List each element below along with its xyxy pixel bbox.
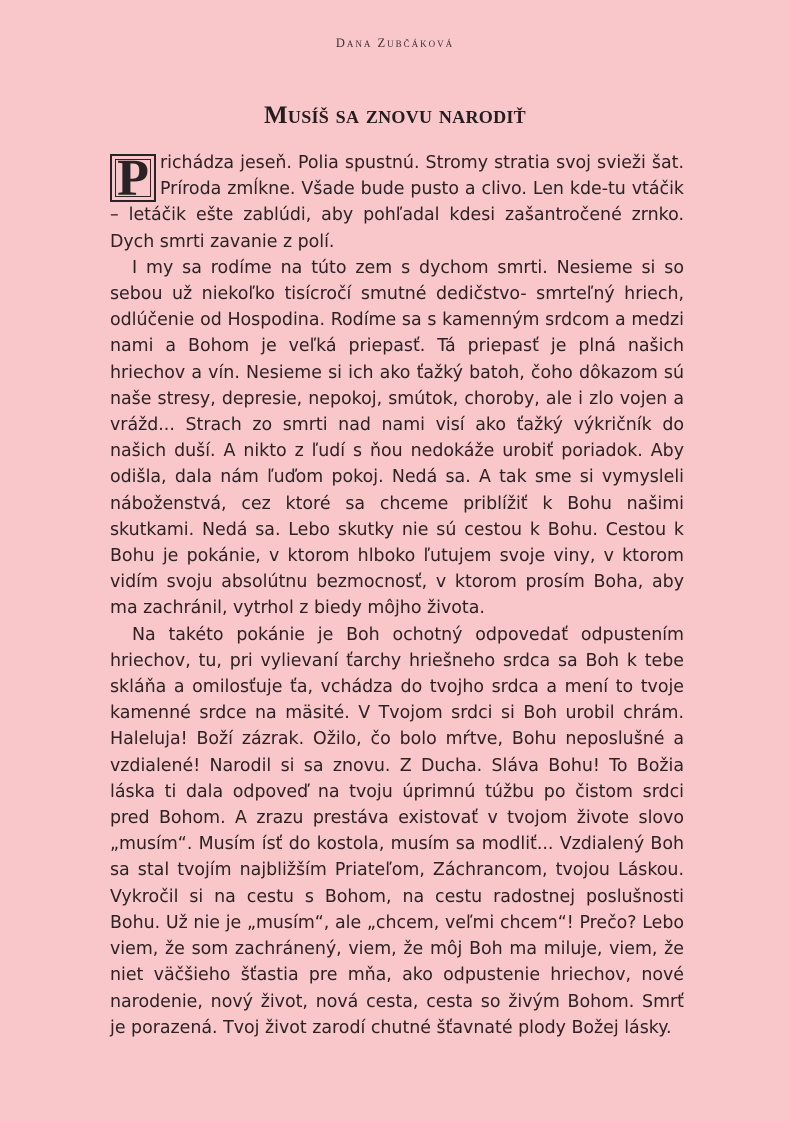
paragraph-2: I my sa rodíme na túto zem s dychom smrti. Nesieme si so sebou už niekoľko tisícročí smutné dedičstvo- smrteľný hriech, odlúčenie od Hospodina. Rodíme sa s kamenným srdcom a medzi nami a Bohom je veľká priepasť. Tá priepasť je plná našich hriechov a vín. Nesieme si ich ako ťažký batoh, čoho dôkazom sú naše stresy, depresie, nepokoj, smútok, choroby, ale i zlo vojen a vrážd... Strach zo smrti nad nami visí ako ťažký výkričník do našich duší. A nikto z ľudí s ňou nedokáže urobiť poriadok. Aby odišla, dala nám ľuďom pokoj. Nedá sa. A tak sme si vymysleli náboženstvá, cez ktoré sa chceme priblížiť k Bohu našimi skutkami. Nedá sa. Lebo skutky nie sú cestou k Bohu. Cestou k Bohu je pokánie, v ktorom hlboko ľutujem svoje viny, v ktorom vidím svoju absolútnu bezmocnosť, v ktorom prosím Boha, aby ma zachránil, vytrhol z biedy môjho života.: [110, 257, 684, 619]
article-title: Musíš sa znovu narodiť: [264, 102, 526, 129]
paragraph-1: [110, 150, 684, 255]
paragraph-1-text: richádza jeseň. Polia spustnú. Stromy stratia svoj svieži šat. Príroda zmĺkne. Všade bude pusto a clivo. Len kde-tu vtáčik – letáčik ešte zablúdi, aby pohľadal kdesi zašantročené zrnko. Dych smrti zavanie z polí.: [110, 153, 684, 252]
paragraph-3: Na takéto pokánie je Boh ochotný odpovedať odpustením hriechov, tu, pri vylievaní ťarchy hriešneho srdca sa Boh k tebe skláňa a omilosťuje ťa, vchádza do tvojho srdca a mení to tvoje kamenné srdce na mäsité. V Tvojom srdci si Boh urobil chrám. Haleluja! Boží zázrak. Ožilo, čo bolo mŕtve, Bohu neposlušné a vzdialené! Narodil si sa znovu. Z Ducha. Sláva Bohu! To Božia láska ti dala odpoveď na tvoju úprimnú túžbu po čistom srdci pred Bohom. A zrazu prestáva existovať v tvojom živote slovo „musím“. Musím ísť do kostola, musím sa modliť... Vzdialený Boh sa stal tvojím najbližším Priateľom, Záchrancom, tvojou Láskou. Vykročil si na cestu s Bohom, na cestu radostnej poslušnosti Bohu. Už nie je „musím“, ale „chcem, veľmi chcem“! Prečo? Lebo viem, že som zachránený, viem, že môj Boh ma miluje, viem, že niet väčšieho šťastia pre mňa, ako odpustenie hriechov, nové narodenie, nový život, nová cesta, cesta so živým Bohom. Smrť je porazená. Tvoj život zarodí chutné šťavnaté plody Božej lásky.: [110, 624, 684, 1038]
article-body: [110, 150, 684, 1041]
running-head-author: Dana Zubčáková: [335, 36, 455, 50]
dropcap-letter: P: [110, 154, 156, 202]
